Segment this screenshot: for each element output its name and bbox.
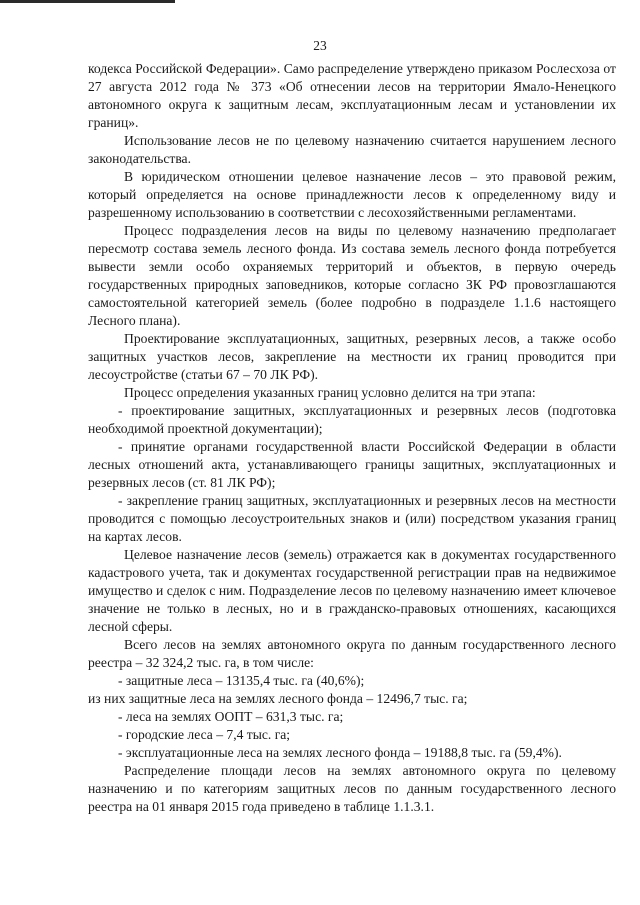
paragraph-total-forests: Всего лесов на землях автономного округа по данным государственного лесного реестра – 32 324,2 тыс. га, в том числе: (88, 637, 616, 670)
list-item-exploitation-forests: - эксплуатационные леса на землях лесного фонда – 19188,8 тыс. га (59,4%). (118, 745, 562, 760)
list-item-protective-forest-fund: из них защитные леса на землях лесного фонда – 12496,7 тыс. га; (88, 691, 468, 706)
paragraph-forest-design: Проектирование эксплуатационных, защитных, резервных лесов, а также особо защитных участков лесов, закрепление на местности их границ проводится при лесоустройстве (статьи 67 – 70 ЛК РФ). (88, 331, 616, 382)
list-item-protected-areas: - леса на землях ООПТ – 631,3 тыс. га; (118, 709, 344, 724)
list-item-protective-forests: - защитные леса – 13135,4 тыс. га (40,6%); (118, 673, 365, 688)
paragraph-misuse-violation: Использование лесов не по целевому назначению считается нарушением лесного законодательства. (88, 133, 616, 166)
paragraph-subdivision-process: Процесс подразделения лесов на виды по целевому назначению предполагает пересмотр состава земель лесного фонда. Из состава земель лесного фонда потребуется вывести земли особо охраняемых территорий и объектов, в первую очередь государственных природных заповедников, которые согласно ЗК РФ провозглашаются самостоятельной категорией земель (более подробно в подразделе 1.1.6 настоящего Лесного плана). (88, 223, 616, 328)
list-item-urban-forests: - городские леса – 7,4 тыс. га; (118, 727, 291, 742)
list-item-boundary-fixing: - закрепление границ защитных, эксплуатационных и резервных лесов на местности проводится с помощью лесоустроительных знаков и (или) посредством указания границ на картах лесов. (88, 493, 616, 544)
scan-edge-mark (0, 0, 175, 3)
list-item-act-adoption: - принятие органами государственной власти Российской Федерации в области лесных отношений акта, устанавливающего границы защитных, эксплуатационных и резервных лесов (ст. 81 ЛК РФ); (88, 439, 616, 490)
paragraph-table-reference: Распределение площади лесов на землях автономного округа по целевому назначению и по категориям защитных лесов по данным государственного лесного реестра на 01 января 2015 года приведено в таблице 1.1.3.1. (88, 763, 616, 814)
paragraph-legal-regime: В юридическом отношении целевое назначение лесов – это правовой режим, который определяется на основе принадлежности лесов к определенному виду и разрешенному использованию в соответствии с лесохозяйственными регламентами. (88, 169, 616, 220)
paragraph-order-reference: кодекса Российской Федерации». Само распределение утверждено приказом Рослесхоза от 27 августа 2012 года № 373 «Об отнесении лесов на территории Ямало-Ненецкого автономного округа к защитным лесам, эксплуатационным лесам и установлении их границ». (88, 61, 616, 130)
paragraph-three-stages-intro: Процесс определения указанных границ условно делится на три этапа: (124, 385, 536, 400)
paragraph-target-purpose-records: Целевое назначение лесов (земель) отражается как в документах государственного кадастрового учета, так и документах государственной регистрации прав на недвижимое имущество и сделок с ним. Подразделение лесов по целевому назначению имеет ключевое значение не только в лесных, но и в гражданско-правовых отношениях, касающихся лесной сферы. (88, 547, 616, 634)
page-number: 23 (313, 38, 327, 53)
list-item-design: - проектирование защитных, эксплуатационных и резервных лесов (подготовка необходимой проектной документации); (88, 403, 616, 436)
document-body (88, 60, 616, 816)
